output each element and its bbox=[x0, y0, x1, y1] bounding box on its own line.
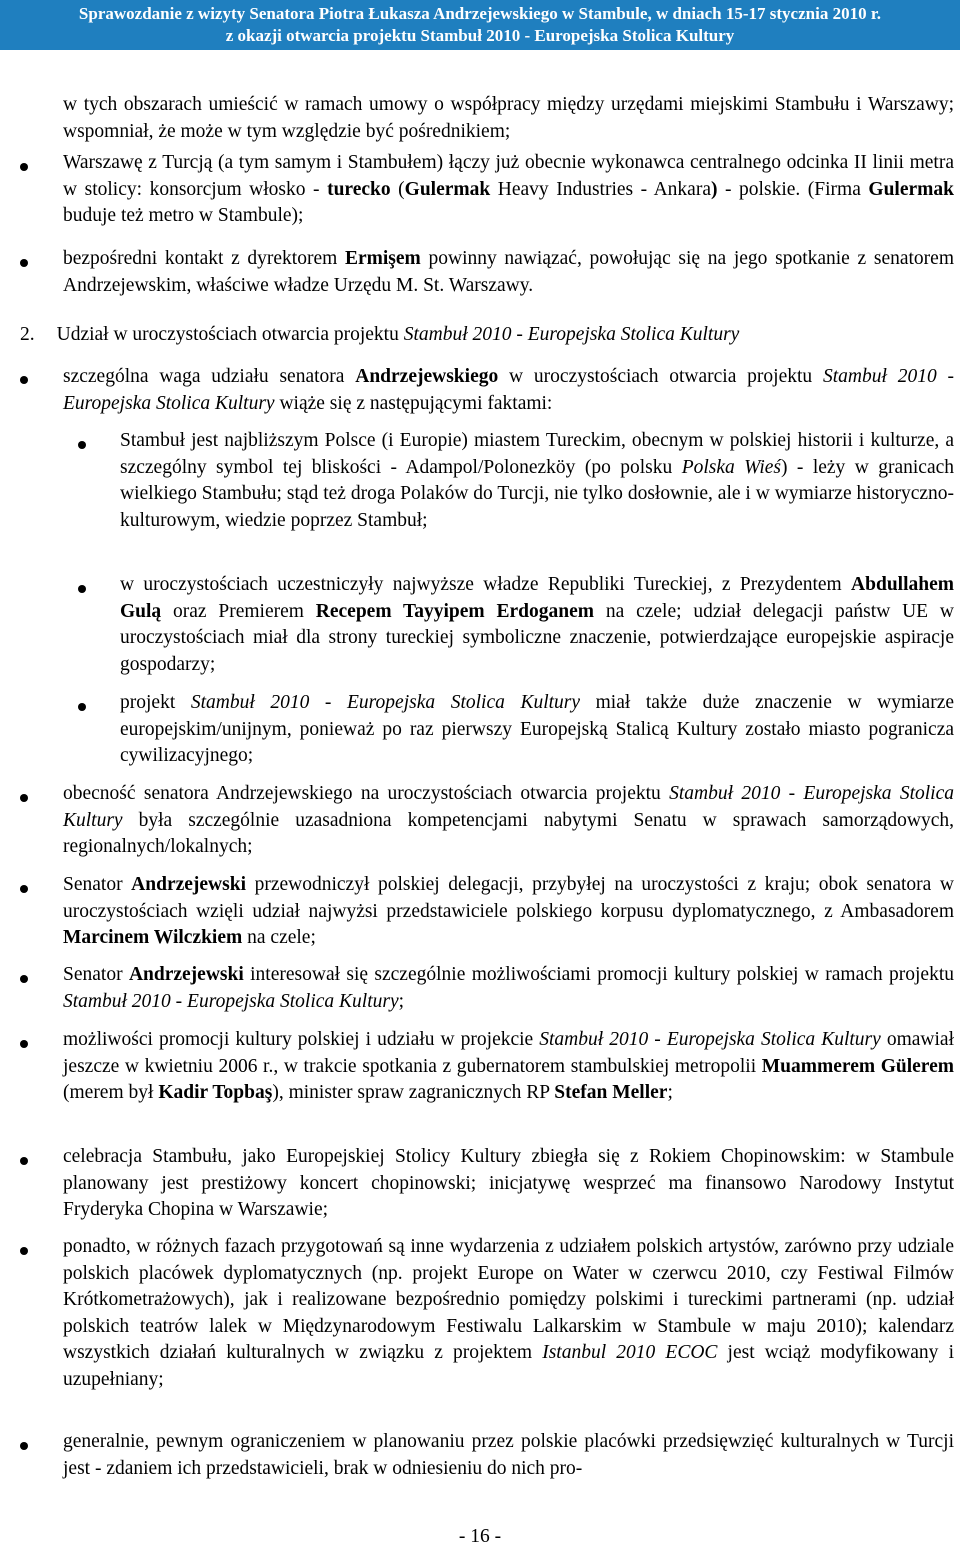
bullet-marker bbox=[20, 794, 28, 802]
list-item: Senator Andrzejewski interesował się szczególnie możliwościami promocji kultury polskiej w ramach projektu Stambuł 2010 - Europejska Stolica Kultury; bbox=[63, 964, 954, 1012]
bold-term: turecko bbox=[327, 178, 391, 200]
sub-list-item: w uroczystościach uczestniczyły najwyższe władze Republiki Tureckiej, z Prezydentem Abdullahem Gulą oraz Premierem Recepem Tayyipem Erdoganem na czele; udział delegacji państw UE w uroczystościach miał dla strony tureckiej symboliczne znaczenie, potwierdzające europejskie aspiracje gospodarzy; bbox=[120, 574, 955, 675]
header-line-2: z okazji otwarcia projektu Stambuł 2010 - Europejska Stolica Kultury bbox=[225, 26, 735, 45]
bold-term: Kadir Topbaş bbox=[158, 1082, 273, 1103]
list-item: Senator Andrzejewski przewodniczył polskiej delegacji, przybyłej na uroczystości z kraju; obok senatora w uroczystościach wzięli udział najwyżsi przedstawiciele polskiego korpusu dyplomatycznego, z Ambasadorem Marcinem Wilczkiem na czele; bbox=[63, 874, 954, 948]
page-number: - 16 - bbox=[458, 1526, 502, 1547]
list-item: możliwości promocji kultury polskiej i udziału w projekcie Stambuł 2010 - Europejska Stolica Kultury omawiał jeszcze w kwietniu 2006 r., w trakcie spotkania z gubernatorem stambulskiej metropolii Muammerem Gülerem (merem był Kadir Topbaş), minister spraw zagranicznych RP Stefan Meller; bbox=[63, 1029, 954, 1103]
bold-term: Stefan Meller bbox=[554, 1082, 668, 1103]
list-item: szczególna waga udziału senatora Andrzejewskiego w uroczystościach otwarcia projektu Stambuł 2010 - Europejska Stolica Kultury wiąże się z następującymi faktami: bbox=[63, 366, 954, 414]
section-heading: 2. Udział w uroczystościach otwarcia projektu Stambuł 2010 - Europejska Stolica Kultury bbox=[20, 324, 740, 345]
bold-term: Andrzejewski bbox=[128, 964, 244, 985]
bold-term: Recepem Tayyipem Erdoganem bbox=[315, 600, 595, 622]
list-item: Warszawę z Turcją (a tym samym i Stambułem) łączy już obecnie wykonawca centralnego odcinka II linii metra w stolicy: konsorcjum włosko - turecko (Gulermak Heavy Industries - Ankara) - polskie. (Firma Gulermak buduje też metro w Stambule); bbox=[63, 152, 954, 226]
bold-term: Ermişem bbox=[344, 248, 421, 269]
bold-term: Abdullahem Gulą bbox=[120, 574, 954, 622]
continuation-text: w tych obszarach umieścić w ramach umowy o współpracy między urzędami miejskimi Stambułu i Warszawy; wspomniał, że może w tym względzie być pośrednikiem; bbox=[63, 94, 954, 142]
list-item: obecność senatora Andrzejewskiego na uroczystościach otwarcia projektu Stambuł 2010 - Europejska Stolica Kultury była szczególnie uzasadniona kompetencjami nabytymi Senatu w sprawach samorządowych, regionalnych/lokalnych; bbox=[63, 783, 954, 857]
section-number: 2. bbox=[20, 324, 35, 345]
bullet-marker bbox=[20, 1442, 28, 1450]
bullet-marker bbox=[20, 1157, 28, 1165]
sub-list-item: Stambuł jest najbliższym Polsce (i Europie) miastem Tureckim, obecnym w polskiej historii i kulturze, a szczególny symbol tej bliskości - Adampol/Polonezköy (po polsku Polska Wieś) - leży w granicach wielkiego Stambułu; stąd też droga Polaków do Turcji, nie tylko dosłownie, ale i w wymiarze historyczno-kulturowym, wiedzie poprzez Stambuł; bbox=[120, 430, 955, 531]
bold-term: Marcinem Wilczkiem bbox=[63, 927, 243, 948]
bold-term: Andrzejewskiego bbox=[355, 366, 499, 387]
sub-bullet-marker bbox=[78, 585, 86, 593]
list-item: bezpośredni kontakt z dyrektorem Ermişem powinny nawiązać, powołując się na jego spotkanie z senatorem Andrzejewskim, właściwe władze Urzędu M. St. Warszawy. bbox=[63, 248, 954, 296]
bullet-marker bbox=[20, 259, 28, 267]
bullet-marker bbox=[20, 163, 28, 171]
list-item: generalnie, pewnym ograniczeniem w planowaniu przez polskie placówki przedsięwzięć kulturalnych w Turcji jest - zdaniem ich przedstawicieli, brak w odniesieniu do nich pro- bbox=[63, 1431, 954, 1479]
bullet-marker bbox=[20, 1247, 28, 1255]
sub-bullet-marker bbox=[78, 703, 86, 711]
bullet-marker bbox=[20, 376, 28, 384]
sub-list-item: projekt Stambuł 2010 - Europejska Stolica Kultury miał także duże znaczenie w wymiarze europejskim/unijnym, ponieważ po raz pierwszy Europejską Stalicą Kultury zostało miasto pogranicza cywilizacyjnego; bbox=[120, 692, 955, 766]
bullet-marker bbox=[20, 885, 28, 893]
bullet-marker bbox=[20, 1040, 28, 1048]
bold-term: Andrzejewski bbox=[131, 874, 246, 895]
bold-term: Gulermak bbox=[404, 178, 491, 200]
list-item: ponadto, w różnych fazach przygotowań są inne wydarzenia z udziałem polskich artystów, zarówno przy udziale polskich placówek dyplomatycznych (np. projekt Europe on Water w czerwcu 2010, czy Festiwal Filmów Krótkometrażowych), jak i realizowane bezpośrednio pomiędzy polskimi i tureckimi partnerami (np. udział polskich teatrów lalek w Międzynarodowym Festiwalu Lalkarskim w Stambule w maju 2010); kalendarz wszystkich działań kulturalnych w związku z projektem Istanbul 2010 ECOC jest wciąż modyfikowany i uzupełniany; bbox=[63, 1236, 954, 1390]
bold-term: Gulermak bbox=[868, 178, 954, 200]
bold-term: Muammerem Gülerem bbox=[761, 1055, 954, 1077]
list-item: celebracja Stambułu, jako Europejskiej Stolicy Kultury zbiegła się z Rokiem Chopinowskim: w Stambule planowany jest prestiżowy koncert chopinowski; inicjatywę wesprzeć ma finansowo Narodowy Instytut Fryderyka Chopina w Warszawie; bbox=[63, 1146, 954, 1220]
document-header bbox=[0, 0, 960, 50]
header-line-1: Sprawozdanie z wizyty Senatora Piotra Łukasza Andrzejewskiego w Stambule, w dniach 15-17 stycznia 2010 r. bbox=[78, 4, 882, 23]
sub-bullet-marker bbox=[78, 441, 86, 449]
continuation-paragraph bbox=[63, 92, 954, 145]
project-title: Stambuł 2010 - Europejska Stolica Kultury bbox=[403, 324, 740, 345]
bullet-marker bbox=[20, 975, 28, 983]
